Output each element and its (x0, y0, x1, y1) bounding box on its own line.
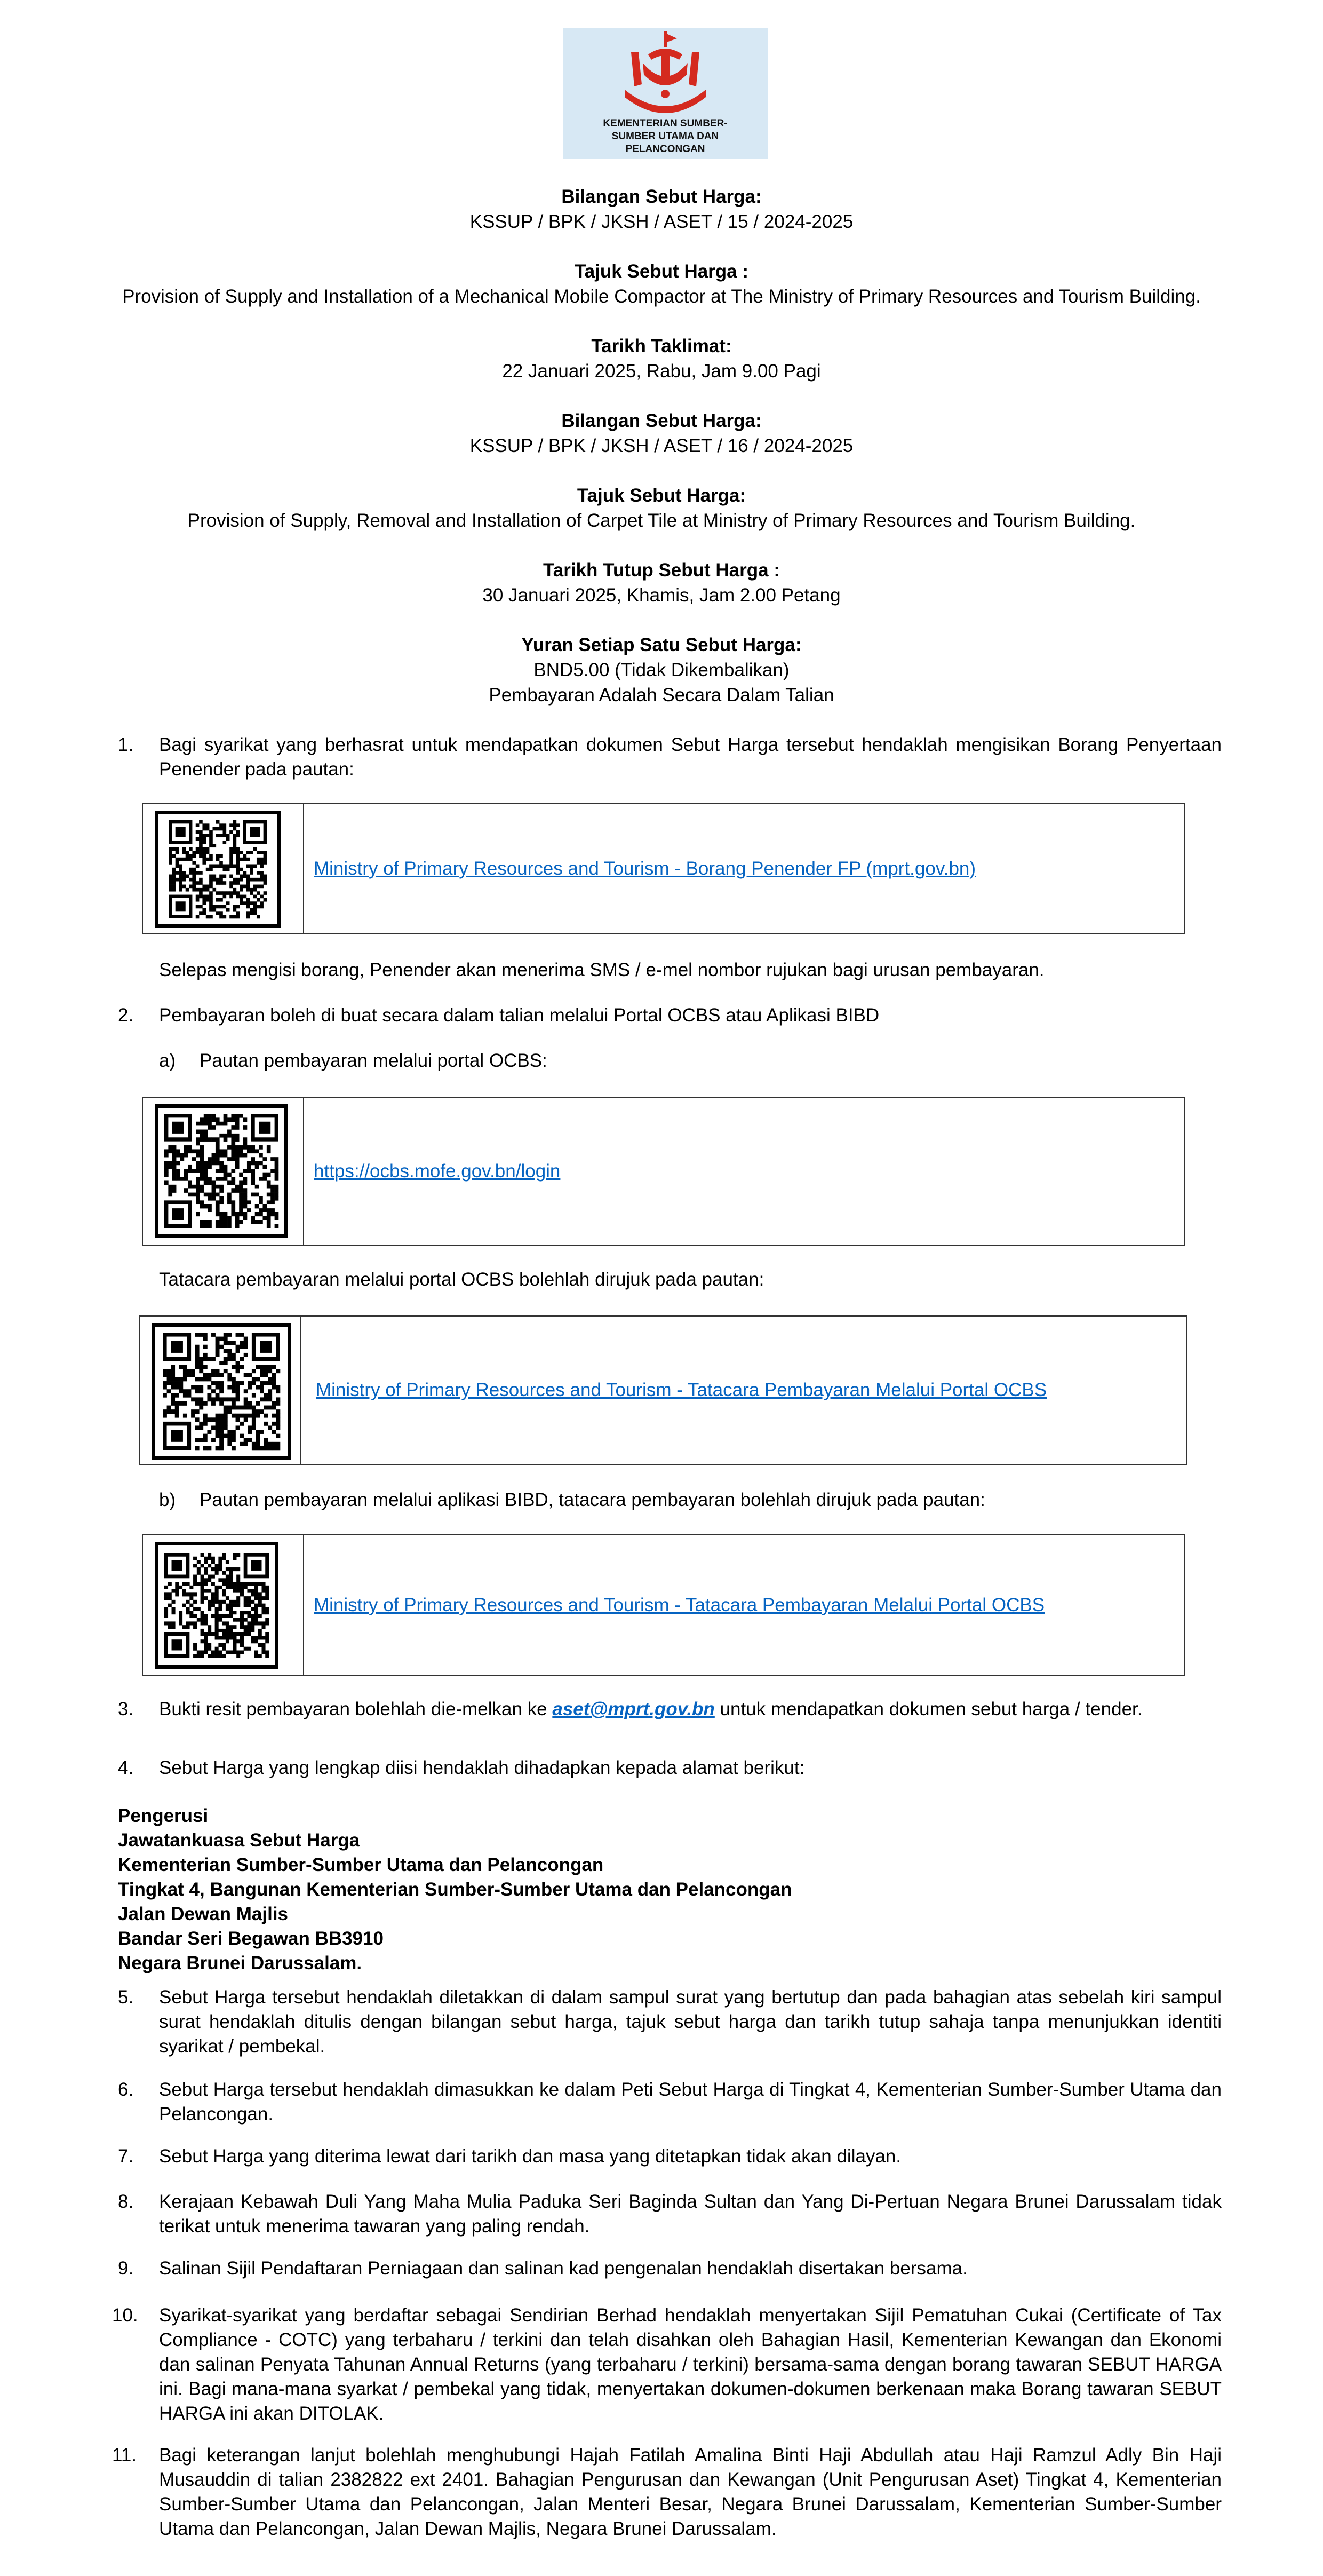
header-tutup (0, 558, 1323, 608)
item-text-3-post: untuk mendapatkan dokumen sebut harga / tender. (714, 1699, 1143, 1719)
yuran-label: Yuran Setiap Satu Sebut Harga: (521, 635, 802, 655)
item-text-8: Kerajaan Kebawah Duli Yang Maha Mulia Paduka Seri Baginda Sultan dan Yang Di-Pertuan Negara Brunei Darussalam tidak terikat untuk menerima tawaran yang paling rendah. (159, 2191, 1222, 2237)
qr-cell-2 (143, 1098, 304, 1245)
link-borang-penender[interactable]: Ministry of Primary Resources and Tourism - Borang Penender FP (mprt.gov.bn) (314, 858, 976, 879)
address-line: Kementerian Sumber-Sumber Utama dan Pelancongan (118, 1854, 604, 1875)
link-ocbs-login[interactable]: https://ocbs.mofe.gov.bn/login (314, 1161, 561, 1182)
item-text-2b: Tatacara pembayaran melalui portal OCBS bolehlah dirujuk pada pautan: (159, 1269, 764, 1290)
qr-cell-4 (143, 1535, 304, 1675)
item-text-3-pre: Bukti resit pembayaran bolehlah die-melkan ke (159, 1699, 553, 1719)
qr-table-1 (142, 803, 1185, 934)
item-text-3 (159, 1697, 1142, 1722)
item-number-5: 5. (118, 1987, 134, 2008)
address-line: Tingkat 4, Bangunan Kementerian Sumber-Sumber Utama dan Pelancongan (118, 1879, 792, 1900)
header-tajuk-2 (0, 483, 1323, 533)
header-bilangan-2 (0, 408, 1323, 458)
qr-code-icon (155, 1104, 288, 1238)
item-text-6: Sebut Harga tersebut hendaklah dimasukkan ke dalam Peti Sebut Harga di Tingkat 4, Kementerian Sumber-Sumber Utama dan Pelancongan. (159, 2079, 1222, 2125)
tajuk-1-label: Tajuk Sebut Harga : (574, 261, 749, 282)
sub-item-b-text: Pautan pembayaran melalui aplikasi BIBD, tatacara pembayaran bolehlah dirujuk pada pautan: (200, 1489, 985, 1510)
email-link[interactable]: aset@mprt.gov.bn (552, 1699, 715, 1719)
logo-text-line1: KEMENTERIAN SUMBER- (603, 118, 728, 129)
qr-code-icon (155, 811, 281, 928)
yuran-value: BND5.00 (Tidak Dikembalikan) (533, 660, 790, 680)
item-number-4: 4. (118, 1757, 134, 1778)
link-tatacara-bibd[interactable]: Ministry of Primary Resources and Tourism - Tatacara Pembayaran Melalui Portal OCBS (314, 1594, 1045, 1615)
tajuk-2-value: Provision of Supply, Removal and Installation of Carpet Tile at Ministry of Primary Resources and Tourism Building. (187, 510, 1136, 531)
qr-cell-1 (143, 804, 304, 933)
tajuk-1-value: Provision of Supply and Installation of a Mechanical Mobile Compactor at The Ministry of Primary Resources and Tourism Building. (122, 286, 1201, 307)
item-text-11: Bagi keterangan lanjut bolehlah menghubungi Hajah Fatilah Amalina Binti Haji Abdullah atau Haji Ramzul Adly Bin Haji Musauddin di talian 2382822 ext 2401. Bahagian Pengurusan dan Kewangan (Unit Pengurusan Aset) Tingkat 4, Kementerian Sumber-Sumber Utama dan Pelancongan, Jalan Menteri Besar, Negara Brunei Darussalam, Kementerian Sumber-Sumber Utama dan Pelancongan, Jalan Dewan Majlis, Negara Brunei Darussalam. (159, 2445, 1222, 2539)
tutup-label: Tarikh Tutup Sebut Harga : (543, 560, 780, 581)
address-line: Pengerusi (118, 1805, 209, 1826)
item-text-4: Sebut Harga yang lengkap diisi hendaklah dihadapkan kepada alamat berikut: (159, 1757, 805, 1778)
bilangan-1-value: KSSUP / BPK / JKSH / ASET / 15 / 2024-2025 (469, 211, 854, 232)
crest-icon (621, 31, 709, 115)
item-number-7: 7. (118, 2146, 134, 2167)
tajuk-2-label: Tajuk Sebut Harga: (577, 485, 746, 506)
header-yuran (0, 632, 1323, 708)
sub-item-b-label: b) (159, 1489, 176, 1510)
item-number-2: 2. (118, 1005, 134, 1026)
qr-table-4 (142, 1534, 1185, 1676)
tutup-value: 30 Januari 2025, Khamis, Jam 2.00 Petang (482, 585, 841, 606)
qr-table-3 (139, 1315, 1187, 1465)
item-number-1: 1. (118, 734, 134, 755)
bilangan-1-label: Bilangan Sebut Harga: (561, 186, 762, 207)
header-taklimat (0, 334, 1323, 384)
bilangan-2-label: Bilangan Sebut Harga: (561, 410, 762, 431)
item-number-9: 9. (118, 2258, 134, 2279)
item-text-1b: Selepas mengisi borang, Penender akan menerima SMS / e-mel nombor rujukan bagi urusan pembayaran. (159, 960, 1045, 980)
item-text-2: Pembayaran boleh di buat secara dalam talian melalui Portal OCBS atau Aplikasi BIBD (159, 1005, 880, 1026)
item-number-8: 8. (118, 2191, 134, 2212)
item-number-6: 6. (118, 2079, 134, 2100)
qr-code-icon (152, 1323, 291, 1460)
bilangan-2-value: KSSUP / BPK / JKSH / ASET / 16 / 2024-2025 (469, 435, 854, 456)
ministry-logo (563, 28, 768, 159)
yuran-note: Pembayaran Adalah Secara Dalam Talian (489, 685, 834, 706)
sub-item-a-label: a) (159, 1050, 176, 1071)
address-line: Negara Brunei Darussalam. (118, 1953, 362, 1973)
qr-cell-3 (140, 1317, 301, 1464)
logo-text-line3: PELANCONGAN (625, 144, 705, 155)
item-text-9: Salinan Sijil Pendaftaran Perniagaan dan salinan kad pengenalan hendaklah disertakan bersama. (159, 2258, 968, 2279)
item-number-11: 11. (112, 2445, 137, 2466)
item-number-3: 3. (118, 1699, 134, 1719)
header-bilangan-1 (0, 184, 1323, 234)
address-line: Bandar Seri Begawan BB3910 (118, 1928, 384, 1949)
link-tatacara-ocbs[interactable]: Ministry of Primary Resources and Tourism - Tatacara Pembayaran Melalui Portal OCBS (316, 1380, 1047, 1400)
item-text-10: Syarikat-syarikat yang berdaftar sebagai Sendirian Berhad hendaklah menyertakan Sijil Pematuhan Cukai (Certificate of Tax Compliance - COTC) yang terbaharu / terkini dan telah disahkan oleh Bahagian Hasil, Kementerian Kewangan dan Ekonomi dan salinan Penyata Tahunan Annual Returns (yang terbaharu / terkini) bersama-sama dengan borang tawaran SEBUT HARGA ini. Bagi mana-mana syarkat / pembekal yang tidak, menyertakan dokumen-dokumen berkenaan maka Borang tawaran SEBUT HARGA ini akan DITOLAK. (159, 2305, 1222, 2424)
address-line: Jalan Dewan Majlis (118, 1904, 289, 1924)
item-text-5: Sebut Harga tersebut hendaklah diletakkan di dalam sampul surat yang bertutup dan pada bahagian atas sebelah kiri sampul surat hendaklah ditulis dengan bilangan sebut harga, tajuk sebut harga dan tarikh tutup sahaja tanpa menunjukkan identiti syarikat / pembekal. (159, 1987, 1222, 2057)
sub-item-a-text: Pautan pembayaran melalui portal OCBS: (200, 1050, 547, 1071)
logo-text-line2: SUMBER UTAMA DAN (611, 131, 719, 142)
taklimat-label: Tarikh Taklimat: (591, 336, 732, 356)
item-text-7: Sebut Harga yang diterima lewat dari tarikh dan masa yang ditetapkan tidak akan dilayan. (159, 2146, 902, 2167)
qr-code-icon (155, 1542, 278, 1669)
qr-table-2 (142, 1097, 1185, 1246)
address-line: Jawatankuasa Sebut Harga (118, 1830, 360, 1851)
item-number-10: 10. (112, 2305, 138, 2326)
item-text-1: Bagi syarikat yang berhasrat untuk mendapatkan dokumen Sebut Harga tersebut hendaklah mengisikan Borang Penyertaan Penender pada pautan: (159, 734, 1222, 780)
taklimat-value: 22 Januari 2025, Rabu, Jam 9.00 Pagi (502, 361, 821, 382)
header-tajuk-1 (0, 259, 1323, 309)
address-block (118, 1804, 792, 1976)
